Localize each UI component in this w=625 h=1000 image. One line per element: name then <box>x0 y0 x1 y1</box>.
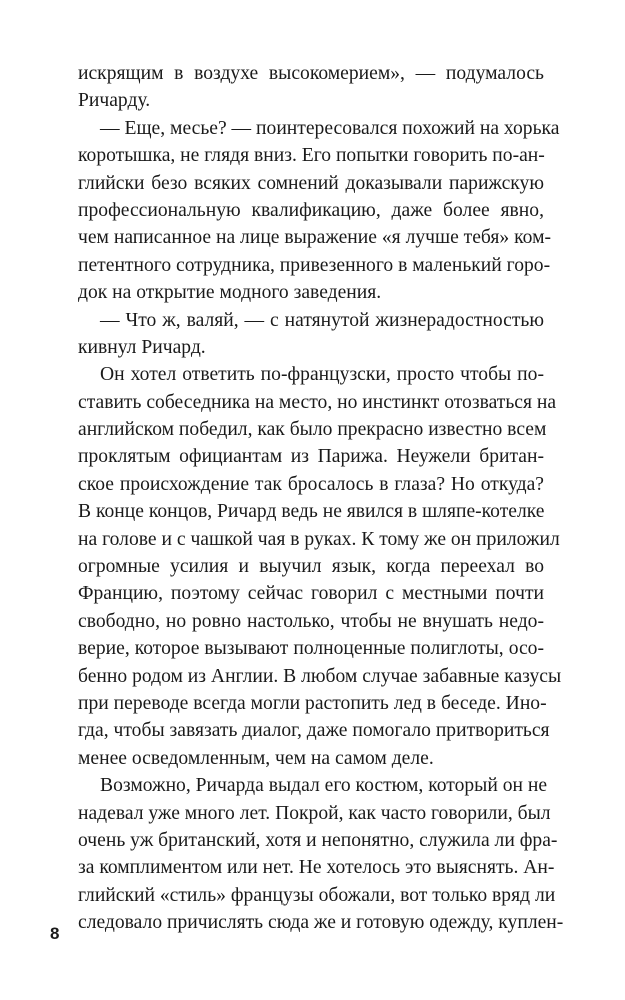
text-line: за комплиментом или нет. Не хотелось это выяснять. Ан- <box>78 857 555 879</box>
text-line: надевал уже много лет. Покрой, как часто говорили, был <box>78 802 551 824</box>
text-line: свободно, но ровно настолько, чтобы не внушать недо- <box>78 610 544 632</box>
text-line: бенно родом из Англии. В любом случае забавные казусы <box>78 665 562 687</box>
text-line: глийски безо всяких сомнений доказывали парижскую <box>78 172 544 194</box>
text-line: петентного сотрудника, привезенного в маленький горо- <box>78 254 551 276</box>
text-line: верие, которое вызывают полноценные полиглоты, осо- <box>78 638 544 660</box>
text-line: Возможно, Ричарда выдал его костюм, который он не <box>100 775 548 797</box>
text-line: Ричарду. <box>78 90 151 112</box>
text-line: проклятым официантам из Парижа. Неужели британ- <box>78 446 544 468</box>
text-line: профессиональную квалификацию, даже более явно, <box>78 199 544 221</box>
text-line: — Еще, месье? — поинтересовался похожий на хорька <box>100 117 560 139</box>
paragraph <box>78 60 544 115</box>
page-number: 8 <box>50 924 60 943</box>
text-line: коротышка, не глядя вниз. Его попытки говорить по-ан- <box>78 145 545 167</box>
paragraph <box>78 361 562 772</box>
text-line: Он хотел ответить по-французски, просто чтобы по- <box>100 364 544 386</box>
body-text <box>78 60 564 937</box>
text-line: искрящим в воздухе высокомерием», — подумалось <box>78 63 544 84</box>
text-line: огромные усилия и выучил язык, когда переехал во <box>78 556 544 578</box>
text-line: на голове и с чашкой чая в руках. К тому же он приложил <box>78 528 560 550</box>
paragraph <box>78 115 560 307</box>
text-line: глийский «стиль» французы обожали, вот только вряд ли <box>78 884 556 906</box>
text-line: чем написанное на лице выражение «я лучше тебя» ком- <box>78 227 551 249</box>
text-line: гда, чтобы завязать диалог, даже помогало притвориться <box>78 720 550 742</box>
text-line: — Что ж, валяй, — с натянутой жизнерадостностью <box>100 309 544 331</box>
text-line: менее осведомленным, чем на самом деле. <box>78 747 434 769</box>
text-line: при переводе всегда могли растопить лед в беседе. Ино- <box>78 692 547 714</box>
text-line: ское происхождение так бросалось в глаза? Но откуда? <box>78 473 544 495</box>
paragraph <box>78 772 564 936</box>
text-line: английском победил, как было прекрасно известно всем <box>78 419 547 441</box>
text-line: док на открытие модного заведения. <box>78 282 382 304</box>
text-line: В конце концов, Ричард ведь не явился в шляпе-котелке <box>78 501 545 523</box>
text-line: ставить собеседника на место, но инстинкт отозваться на <box>78 391 557 413</box>
text-line: следовало причислять сюда же и готовую одежду, куплен- <box>78 912 564 934</box>
paragraph <box>78 307 544 362</box>
text-line: очень уж британский, хотя и непонятно, служила ли фра- <box>78 829 558 851</box>
text-line: Францию, поэтому сейчас говорил с местными почти <box>78 583 544 605</box>
text-line: кивнул Ричард. <box>78 336 206 358</box>
